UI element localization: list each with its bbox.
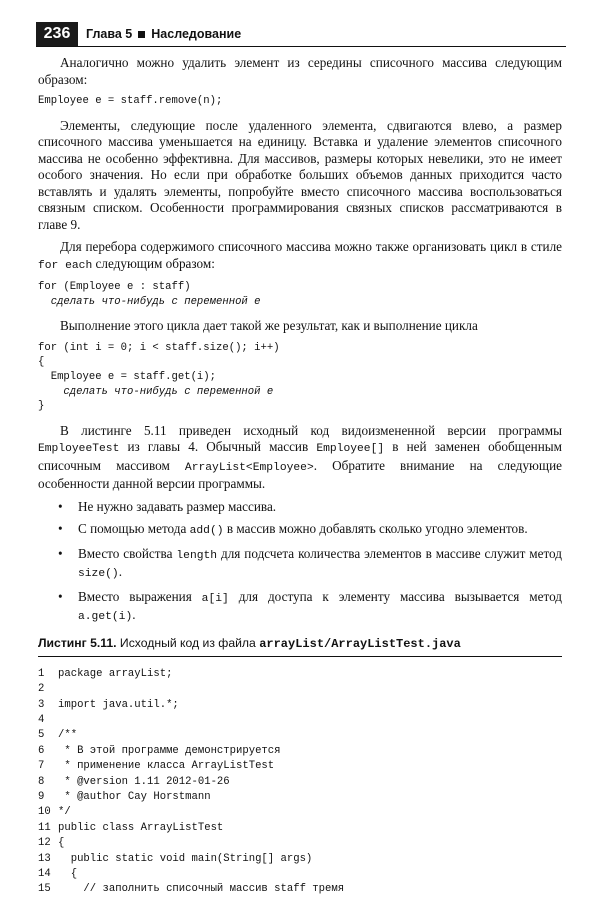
- code-for-each: for (Employee e : staff) сделать что-нибудь с переменной e: [38, 281, 261, 308]
- code-line: [38, 698, 562, 713]
- code-line: [38, 867, 562, 882]
- list-item: • С помощью метода add() в массив можно добавлять сколько угодно элементов.: [58, 521, 528, 538]
- inline-code: for each: [38, 259, 93, 272]
- inline-code: EmployeeTest: [38, 443, 120, 456]
- code-line: [38, 775, 562, 790]
- chapter-title: Наследование: [151, 27, 242, 41]
- line-code: {: [58, 837, 65, 850]
- code-for-index: for (int i = 0; i < staff.size(); i++) { Employee e = staff.get(i); сделать что-нибудь с переменной e }: [38, 341, 280, 413]
- code-line: [38, 852, 562, 867]
- listing-filename: arrayList/ArrayListTest.java: [259, 636, 461, 651]
- chapter-label: Глава 5: [86, 27, 133, 41]
- line-code: public static void main(String[] args): [58, 852, 313, 865]
- line-number: 2: [38, 683, 45, 696]
- code-line: [38, 882, 562, 897]
- line-code: package arrayList;: [58, 667, 173, 680]
- line-number: 5: [38, 729, 45, 742]
- code-listing: [38, 667, 562, 898]
- code-line: [38, 821, 562, 836]
- line-code: import java.util.*;: [58, 698, 179, 711]
- line-code: */: [58, 806, 71, 819]
- list-item: • Вместо свойства length для подсчета количества элементов в массиве служит метод size().: [58, 545, 562, 581]
- header-rule: [36, 46, 566, 47]
- bullet-icon: •: [58, 588, 63, 604]
- line-code: * @author Cay Horstmann: [58, 791, 211, 803]
- line-number: 12: [38, 837, 51, 850]
- inline-code: add(): [189, 525, 224, 538]
- line-number: 1: [38, 667, 45, 680]
- line-number: 10: [38, 806, 51, 819]
- bullet-icon: •: [58, 545, 63, 561]
- listing-label: Листинг 5.11.: [38, 635, 117, 650]
- code-line: [38, 805, 562, 820]
- line-number: 6: [38, 744, 45, 757]
- line-number: 7: [38, 760, 45, 773]
- code-line: [38, 790, 562, 805]
- line-code: {: [58, 868, 78, 881]
- inline-code: ArrayList<Employee>: [184, 461, 314, 474]
- paragraph-shift-explanation: Элементы, следующие после удаленного элемента, сдвигаются влево, а размер списочного массива уменьшается на единицу. Вставка и удаление элементов списочного массива не особенно эффективна. Для массивов, размеры которых невелики, это не имеет особого значения. Но если при обработке больших объемов данных приходится часто вставлять и удалять элементы, попробуйте вместо списочного массива воспользоваться связным списком. Особенности программирования связных списков рассматриваются в главе 9.: [38, 117, 562, 232]
- page-header: [36, 22, 566, 46]
- paragraph-for-each-intro: Для перебора содержимого списочного массива можно также организовать цикл в стиле for each следующим образом:: [38, 239, 562, 272]
- paragraph-remove-intro: Аналогично можно удалить элемент из середины списочного массива следующим образом:: [38, 55, 562, 87]
- code-line: [38, 713, 562, 728]
- line-number: 9: [38, 791, 45, 803]
- page-body: [38, 55, 562, 898]
- line-number: 4: [38, 713, 45, 726]
- code-line: [38, 667, 562, 682]
- code-comment: сделать что-нибудь с переменной e: [38, 295, 261, 308]
- code-comment: сделать что-нибудь с переменной e: [38, 385, 274, 398]
- line-number: 15: [38, 883, 51, 896]
- inline-code: Employee[]: [316, 443, 385, 456]
- running-head: [86, 25, 241, 43]
- line-number: 11: [38, 821, 51, 834]
- code-line: [38, 682, 562, 697]
- code-line: [38, 759, 562, 774]
- line-number: 14: [38, 868, 51, 881]
- line-code: * @version 1.11 2012-01-26: [58, 775, 230, 788]
- bullet-icon: •: [58, 521, 63, 537]
- code-remove: Employee e = staff.remove(n);: [38, 95, 223, 107]
- page-number: 236: [36, 22, 78, 46]
- paragraph-listing-intro: В листинге 5.11 приведен исходный код видоизмененной версии программы EmployeeTest из главы 4. Обычный массив Employee[] в ней заменен обобщенным списочным массивом ArrayList<Employee>. Обратите внимание на следующие особенности данной версии программы.: [38, 422, 563, 492]
- line-code: public class ArrayListTest: [58, 821, 224, 834]
- feature-list: [38, 499, 562, 626]
- line-code: // заполнить списочный массив staff тремя: [58, 883, 345, 896]
- paragraph-equivalent-loop: Выполнение этого цикла дает такой же результат, как и выполнение цикла: [60, 318, 478, 334]
- code-line: [38, 728, 562, 743]
- line-code: * применение класса ArrayListTest: [58, 760, 275, 773]
- bullet-icon: •: [58, 498, 63, 514]
- inline-code: a[i]: [201, 592, 229, 605]
- line-number: 8: [38, 775, 45, 788]
- list-item: • Вместо выражения a[i] для доступа к элементу массива вызывается метод a.get(i).: [58, 588, 562, 624]
- line-code: /**: [58, 729, 78, 742]
- code-line: [38, 744, 562, 759]
- inline-code: length: [176, 549, 218, 562]
- list-item: • Не нужно задавать размер массива.: [58, 498, 277, 514]
- inline-code: size(): [78, 568, 119, 581]
- line-number: 3: [38, 698, 45, 711]
- line-code: * В этой программе демонстрируется: [58, 744, 281, 757]
- inline-code: a.get(i): [78, 611, 133, 624]
- line-number: 13: [38, 852, 51, 865]
- square-separator-icon: [138, 31, 145, 38]
- code-line: [38, 836, 562, 851]
- listing-caption: Листинг 5.11. Исходный код из файла arrayList/ArrayListTest.java: [38, 636, 562, 657]
